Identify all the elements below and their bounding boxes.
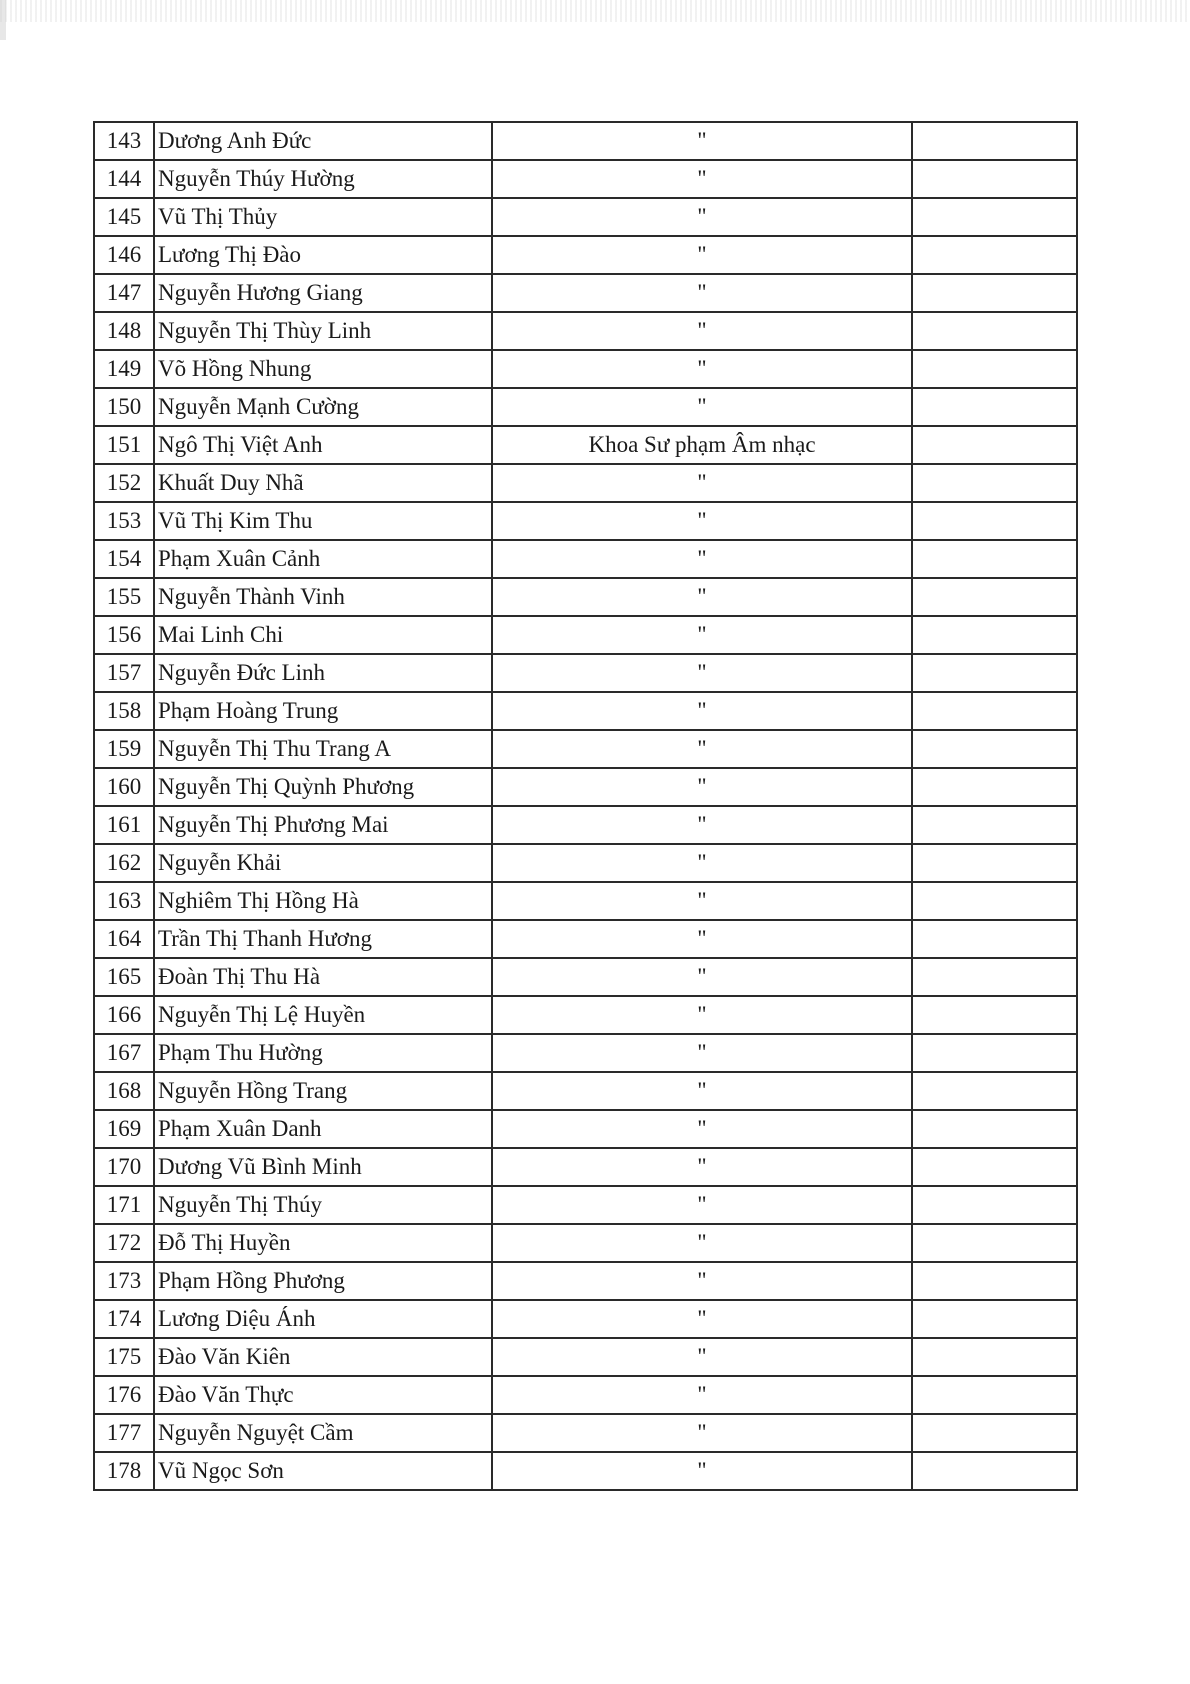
- row-number-cell: 174: [94, 1300, 154, 1338]
- note-cell: [912, 654, 1077, 692]
- note-cell: [912, 464, 1077, 502]
- unit-cell: ": [492, 350, 912, 388]
- note-cell: [912, 1186, 1077, 1224]
- staff-name-cell: Phạm Hồng Phương: [154, 1262, 492, 1300]
- row-number-cell: 161: [94, 806, 154, 844]
- staff-name-cell: Nguyễn Thị Thu Trang A: [154, 730, 492, 768]
- unit-cell: ": [492, 236, 912, 274]
- note-cell: [912, 1148, 1077, 1186]
- row-number-cell: 171: [94, 1186, 154, 1224]
- staff-name-cell: Phạm Thu Hường: [154, 1034, 492, 1072]
- unit-cell: ": [492, 1414, 912, 1452]
- table-row: [94, 122, 1077, 160]
- staff-name-cell: Nguyễn Thị Thùy Linh: [154, 312, 492, 350]
- note-cell: [912, 692, 1077, 730]
- unit-cell: ": [492, 730, 912, 768]
- table-row: [94, 350, 1077, 388]
- unit-cell: ": [492, 958, 912, 996]
- table-row: [94, 692, 1077, 730]
- table-row: [94, 1338, 1077, 1376]
- note-cell: [912, 1300, 1077, 1338]
- staff-name-cell: Nguyễn Hương Giang: [154, 274, 492, 312]
- unit-cell: ": [492, 616, 912, 654]
- note-cell: [912, 958, 1077, 996]
- row-number-cell: 177: [94, 1414, 154, 1452]
- row-number-cell: 163: [94, 882, 154, 920]
- table-row: [94, 844, 1077, 882]
- staff-name-cell: Vũ Ngọc Sơn: [154, 1452, 492, 1490]
- roster-body: [94, 122, 1077, 1490]
- table-row: [94, 236, 1077, 274]
- row-number-cell: 143: [94, 122, 154, 160]
- note-cell: [912, 350, 1077, 388]
- table-row: [94, 160, 1077, 198]
- unit-cell: ": [492, 502, 912, 540]
- table-row: [94, 388, 1077, 426]
- table-row: [94, 1376, 1077, 1414]
- unit-cell: ": [492, 1452, 912, 1490]
- table-row: [94, 198, 1077, 236]
- unit-cell: ": [492, 122, 912, 160]
- scan-margin-artifact: [0, 0, 6, 40]
- unit-cell: ": [492, 1376, 912, 1414]
- staff-name-cell: Võ Hồng Nhung: [154, 350, 492, 388]
- note-cell: [912, 1224, 1077, 1262]
- row-number-cell: 157: [94, 654, 154, 692]
- row-number-cell: 154: [94, 540, 154, 578]
- note-cell: [912, 806, 1077, 844]
- unit-cell: ": [492, 312, 912, 350]
- row-number-cell: 150: [94, 388, 154, 426]
- row-number-cell: 145: [94, 198, 154, 236]
- staff-name-cell: Nguyễn Thị Quỳnh Phương: [154, 768, 492, 806]
- table-row: [94, 1034, 1077, 1072]
- row-number-cell: 146: [94, 236, 154, 274]
- table-row: [94, 1414, 1077, 1452]
- row-number-cell: 172: [94, 1224, 154, 1262]
- staff-name-cell: Nguyễn Hồng Trang: [154, 1072, 492, 1110]
- staff-name-cell: Nguyễn Đức Linh: [154, 654, 492, 692]
- unit-cell: ": [492, 920, 912, 958]
- note-cell: [912, 502, 1077, 540]
- unit-cell: ": [492, 768, 912, 806]
- table-row: [94, 540, 1077, 578]
- unit-cell: ": [492, 1148, 912, 1186]
- table-row: [94, 426, 1077, 464]
- row-number-cell: 148: [94, 312, 154, 350]
- table-row: [94, 312, 1077, 350]
- unit-cell: ": [492, 844, 912, 882]
- unit-cell: ": [492, 654, 912, 692]
- note-cell: [912, 578, 1077, 616]
- table-row: [94, 1186, 1077, 1224]
- staff-name-cell: Khuất Duy Nhã: [154, 464, 492, 502]
- unit-cell: ": [492, 996, 912, 1034]
- note-cell: [912, 160, 1077, 198]
- unit-cell: ": [492, 160, 912, 198]
- table-row: [94, 578, 1077, 616]
- unit-cell: ": [492, 274, 912, 312]
- staff-name-cell: Mai Linh Chi: [154, 616, 492, 654]
- row-number-cell: 168: [94, 1072, 154, 1110]
- staff-name-cell: Lương Thị Đào: [154, 236, 492, 274]
- row-number-cell: 147: [94, 274, 154, 312]
- note-cell: [912, 844, 1077, 882]
- row-number-cell: 170: [94, 1148, 154, 1186]
- staff-name-cell: Trần Thị Thanh Hương: [154, 920, 492, 958]
- staff-name-cell: Phạm Xuân Cảnh: [154, 540, 492, 578]
- note-cell: [912, 996, 1077, 1034]
- row-number-cell: 167: [94, 1034, 154, 1072]
- unit-cell: ": [492, 806, 912, 844]
- table-row: [94, 1072, 1077, 1110]
- staff-name-cell: Nguyễn Thị Phương Mai: [154, 806, 492, 844]
- note-cell: [912, 198, 1077, 236]
- note-cell: [912, 122, 1077, 160]
- note-cell: [912, 426, 1077, 464]
- unit-cell: ": [492, 578, 912, 616]
- note-cell: [912, 1110, 1077, 1148]
- table-row: [94, 958, 1077, 996]
- row-number-cell: 149: [94, 350, 154, 388]
- table-row: [94, 616, 1077, 654]
- scan-edge-artifact: [0, 0, 1190, 22]
- table-row: [94, 274, 1077, 312]
- staff-name-cell: Phạm Xuân Danh: [154, 1110, 492, 1148]
- staff-name-cell: Nguyễn Thúy Hường: [154, 160, 492, 198]
- staff-roster-table: [93, 121, 1078, 1491]
- unit-cell: ": [492, 692, 912, 730]
- table-row: [94, 806, 1077, 844]
- table-row: [94, 730, 1077, 768]
- table-row: [94, 996, 1077, 1034]
- unit-cell: ": [492, 1072, 912, 1110]
- row-number-cell: 152: [94, 464, 154, 502]
- table-row: [94, 464, 1077, 502]
- staff-name-cell: Đào Văn Thực: [154, 1376, 492, 1414]
- note-cell: [912, 882, 1077, 920]
- unit-cell: ": [492, 464, 912, 502]
- unit-cell: ": [492, 540, 912, 578]
- note-cell: [912, 1072, 1077, 1110]
- note-cell: [912, 1376, 1077, 1414]
- row-number-cell: 160: [94, 768, 154, 806]
- note-cell: [912, 312, 1077, 350]
- unit-cell: ": [492, 1186, 912, 1224]
- unit-cell: ": [492, 1262, 912, 1300]
- row-number-cell: 153: [94, 502, 154, 540]
- unit-cell: ": [492, 1338, 912, 1376]
- row-number-cell: 165: [94, 958, 154, 996]
- unit-cell: ": [492, 1034, 912, 1072]
- staff-name-cell: Lương Diệu Ánh: [154, 1300, 492, 1338]
- note-cell: [912, 616, 1077, 654]
- note-cell: [912, 920, 1077, 958]
- table-row: [94, 1262, 1077, 1300]
- table-row: [94, 1110, 1077, 1148]
- note-cell: [912, 274, 1077, 312]
- row-number-cell: 178: [94, 1452, 154, 1490]
- note-cell: [912, 1262, 1077, 1300]
- table-row: [94, 1148, 1077, 1186]
- unit-cell: ": [492, 1300, 912, 1338]
- note-cell: [912, 388, 1077, 426]
- note-cell: [912, 236, 1077, 274]
- row-number-cell: 156: [94, 616, 154, 654]
- row-number-cell: 164: [94, 920, 154, 958]
- table-row: [94, 1300, 1077, 1338]
- staff-name-cell: Đào Văn Kiên: [154, 1338, 492, 1376]
- row-number-cell: 155: [94, 578, 154, 616]
- note-cell: [912, 1338, 1077, 1376]
- staff-name-cell: Dương Vũ Bình Minh: [154, 1148, 492, 1186]
- note-cell: [912, 768, 1077, 806]
- staff-name-cell: Nguyễn Thị Thúy: [154, 1186, 492, 1224]
- staff-name-cell: Nguyễn Thành Vinh: [154, 578, 492, 616]
- row-number-cell: 166: [94, 996, 154, 1034]
- staff-name-cell: Đoàn Thị Thu Hà: [154, 958, 492, 996]
- row-number-cell: 151: [94, 426, 154, 464]
- note-cell: [912, 1414, 1077, 1452]
- unit-cell: ": [492, 1224, 912, 1262]
- row-number-cell: 176: [94, 1376, 154, 1414]
- note-cell: [912, 1034, 1077, 1072]
- staff-name-cell: Nguyễn Khải: [154, 844, 492, 882]
- staff-name-cell: Dương Anh Đức: [154, 122, 492, 160]
- note-cell: [912, 1452, 1077, 1490]
- staff-name-cell: Nguyễn Mạnh Cường: [154, 388, 492, 426]
- note-cell: [912, 540, 1077, 578]
- staff-name-cell: Vũ Thị Kim Thu: [154, 502, 492, 540]
- row-number-cell: 159: [94, 730, 154, 768]
- table-row: [94, 1224, 1077, 1262]
- row-number-cell: 162: [94, 844, 154, 882]
- table-row: [94, 768, 1077, 806]
- unit-cell: ": [492, 1110, 912, 1148]
- table-row: [94, 502, 1077, 540]
- note-cell: [912, 730, 1077, 768]
- row-number-cell: 144: [94, 160, 154, 198]
- staff-name-cell: Nguyễn Thị Lệ Huyền: [154, 996, 492, 1034]
- table-row: [94, 1452, 1077, 1490]
- staff-name-cell: Nghiêm Thị Hồng Hà: [154, 882, 492, 920]
- row-number-cell: 158: [94, 692, 154, 730]
- row-number-cell: 169: [94, 1110, 154, 1148]
- row-number-cell: 173: [94, 1262, 154, 1300]
- staff-name-cell: Ngô Thị Việt Anh: [154, 426, 492, 464]
- unit-cell: Khoa Sư phạm Âm nhạc: [492, 426, 912, 464]
- staff-name-cell: Nguyễn Nguyệt Cầm: [154, 1414, 492, 1452]
- staff-name-cell: Phạm Hoàng Trung: [154, 692, 492, 730]
- table-row: [94, 920, 1077, 958]
- staff-name-cell: Đỗ Thị Huyền: [154, 1224, 492, 1262]
- unit-cell: ": [492, 198, 912, 236]
- unit-cell: ": [492, 882, 912, 920]
- table-row: [94, 654, 1077, 692]
- table-row: [94, 882, 1077, 920]
- staff-name-cell: Vũ Thị Thủy: [154, 198, 492, 236]
- unit-cell: ": [492, 388, 912, 426]
- row-number-cell: 175: [94, 1338, 154, 1376]
